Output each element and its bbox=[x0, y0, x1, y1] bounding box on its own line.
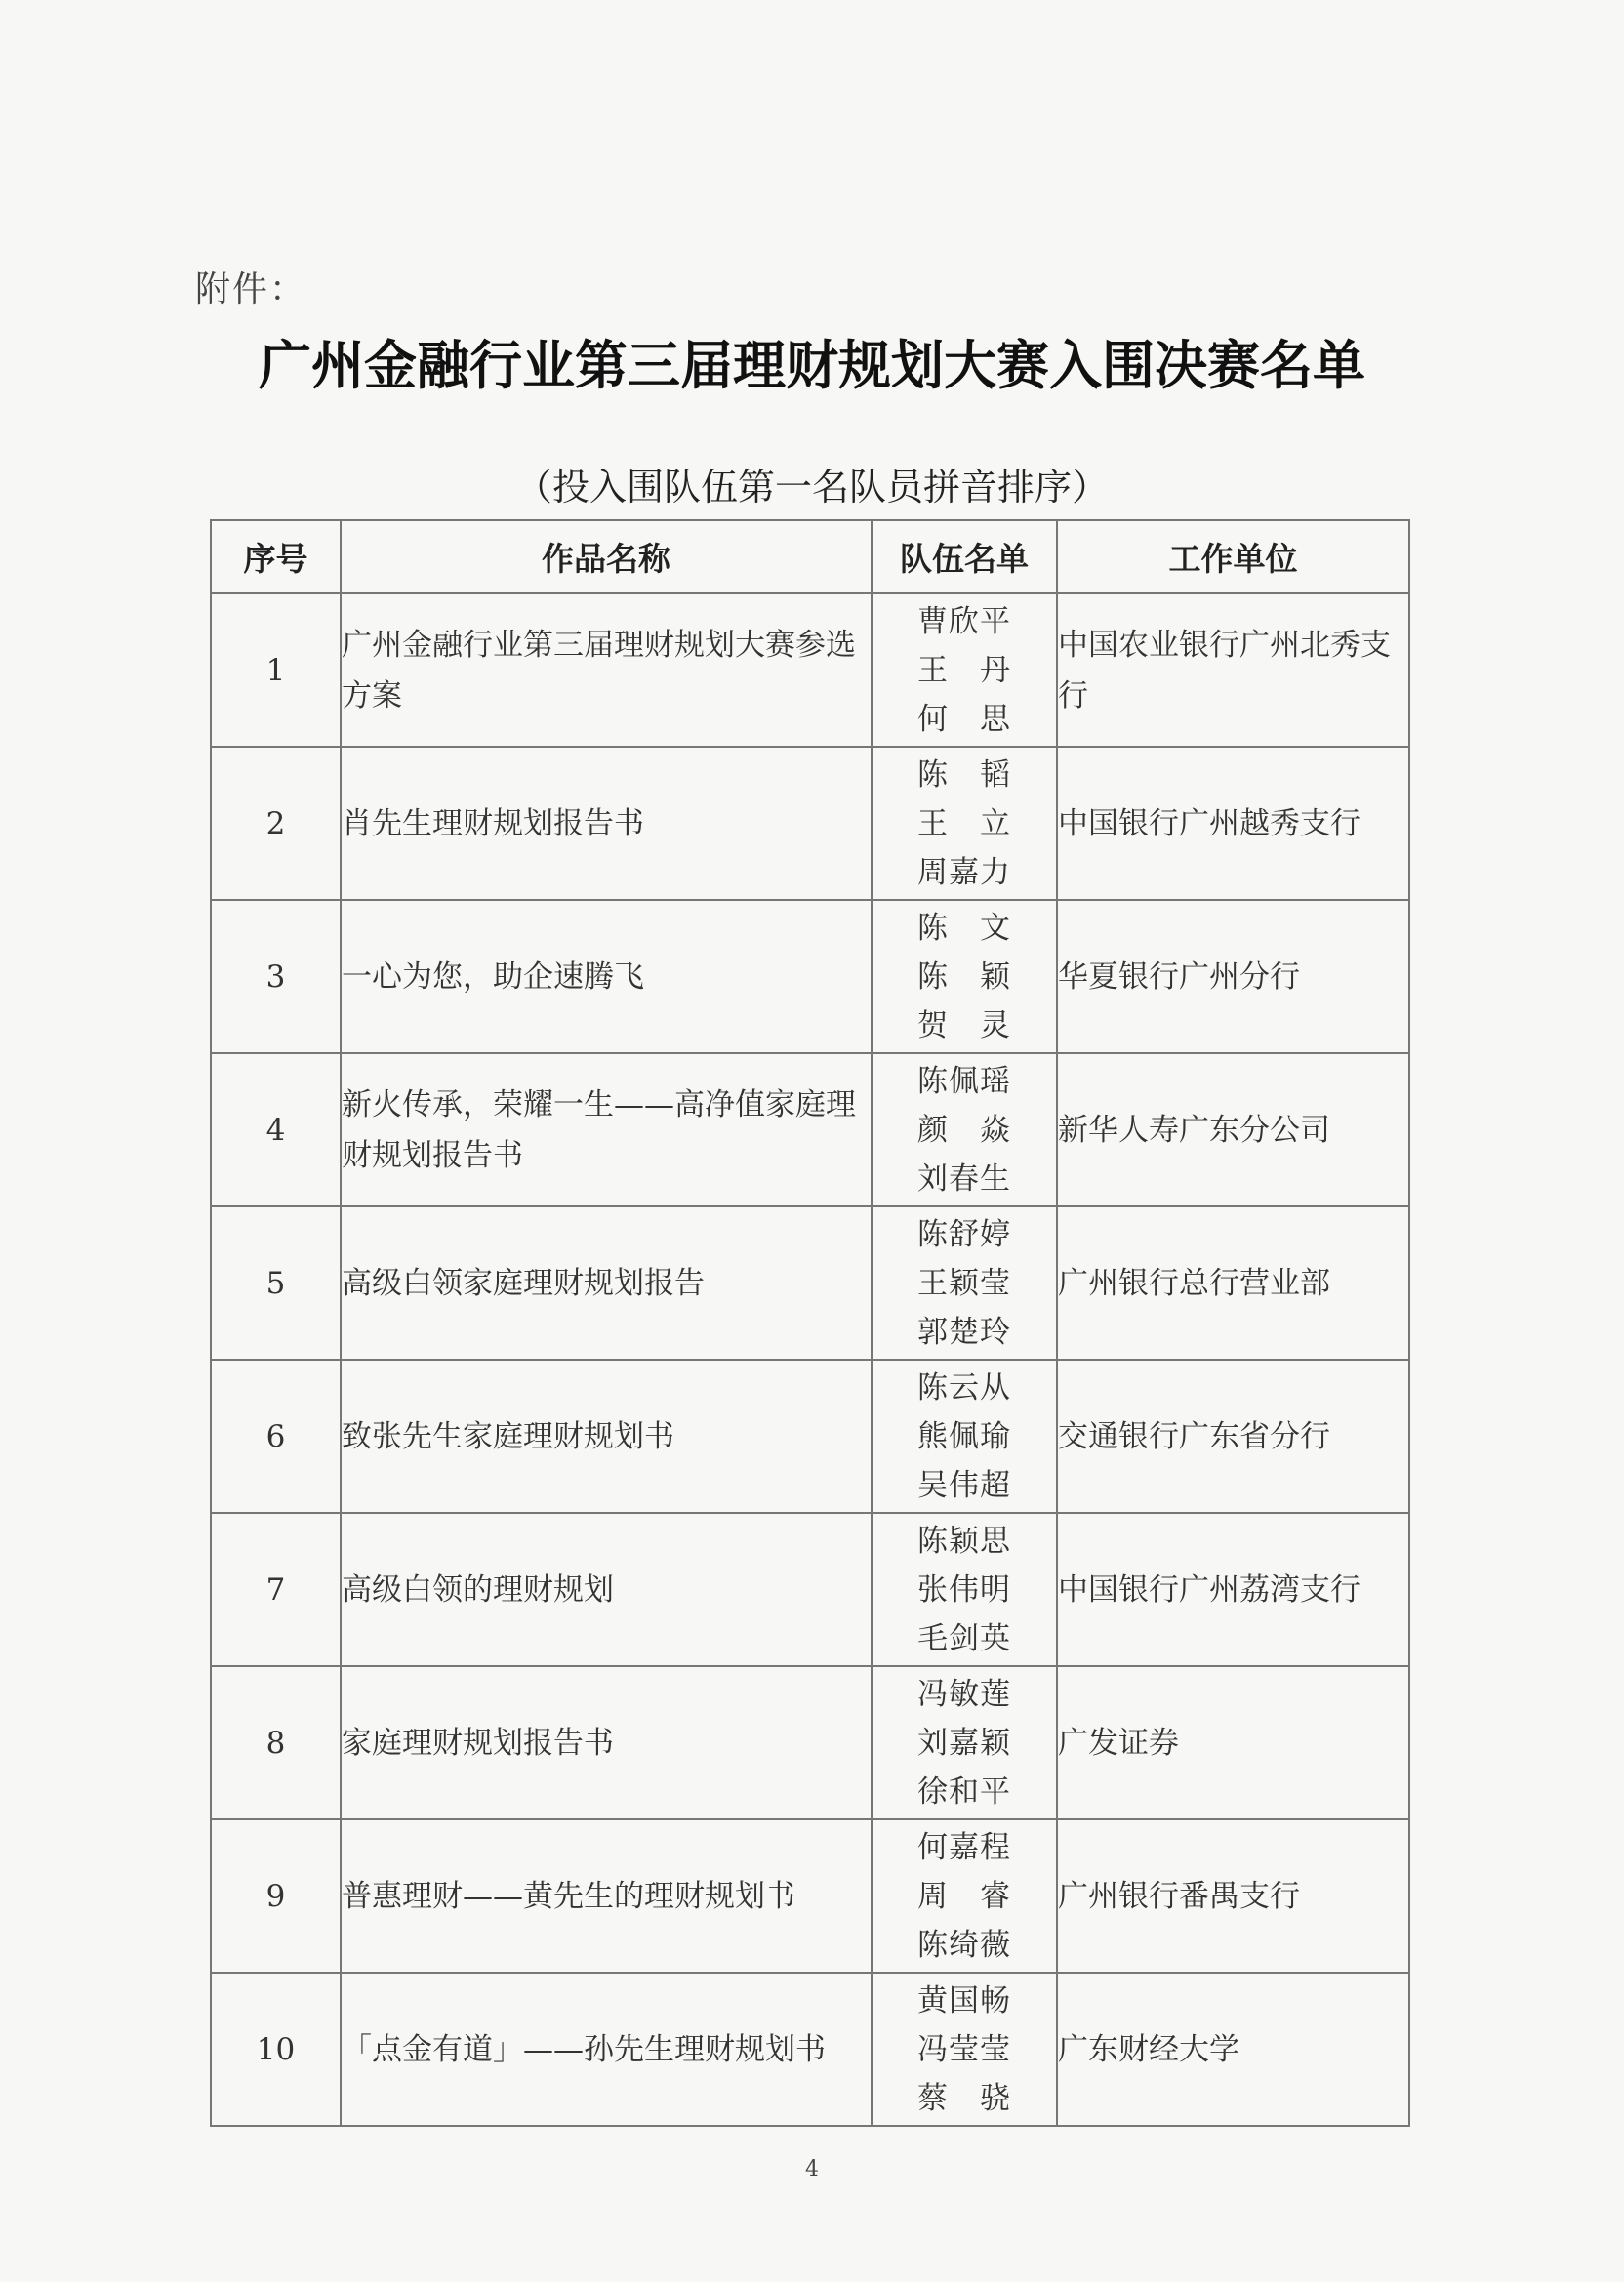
team-member: 颜 焱 bbox=[917, 1112, 1011, 1148]
work-unit: 中国银行广州荔湾支行 bbox=[1057, 1513, 1409, 1666]
row-number: 7 bbox=[211, 1513, 341, 1666]
work-title: 一心为您，助企速腾飞 bbox=[341, 900, 872, 1053]
team-member: 何嘉程 bbox=[917, 1829, 1011, 1865]
team-members bbox=[872, 1053, 1057, 1206]
team-member: 张伟明 bbox=[917, 1571, 1011, 1608]
work-title: 「点金有道」——孙先生理财规划书 bbox=[341, 1973, 872, 2126]
team-member: 刘嘉颖 bbox=[917, 1725, 1011, 1761]
team-member: 陈舒婷 bbox=[917, 1216, 1011, 1252]
team-members bbox=[872, 1513, 1057, 1666]
team-members bbox=[872, 1973, 1057, 2126]
work-unit: 广州银行番禺支行 bbox=[1057, 1819, 1409, 1973]
team-members bbox=[872, 1666, 1057, 1819]
team-member: 周 睿 bbox=[917, 1878, 1011, 1914]
table-row bbox=[211, 593, 1409, 747]
work-title: 肖先生理财规划报告书 bbox=[341, 747, 872, 900]
team-member: 熊佩瑜 bbox=[917, 1418, 1011, 1454]
team-member: 王 立 bbox=[917, 805, 1011, 841]
team-member: 黄国畅 bbox=[917, 1982, 1011, 2018]
team-member: 王 丹 bbox=[917, 652, 1011, 688]
page-number: 4 bbox=[805, 2157, 819, 2181]
work-title: 高级白领的理财规划 bbox=[341, 1513, 872, 1666]
attachment-label: 附件： bbox=[195, 269, 307, 309]
team-member: 蔡 骁 bbox=[917, 2080, 1011, 2116]
table-row bbox=[211, 747, 1409, 900]
finalist-table bbox=[210, 519, 1410, 2127]
table-row bbox=[211, 1666, 1409, 1819]
row-number: 4 bbox=[211, 1053, 341, 1206]
table-row bbox=[211, 1973, 1409, 2126]
work-title: 新火传承，荣耀一生——高净值家庭理财规划报告书 bbox=[341, 1053, 872, 1206]
team-member: 冯莹莹 bbox=[917, 2031, 1011, 2067]
team-member: 曹欣平 bbox=[917, 603, 1011, 639]
team-member: 陈 文 bbox=[917, 910, 1011, 946]
team-member: 毛剑英 bbox=[917, 1620, 1011, 1656]
row-number: 10 bbox=[211, 1973, 341, 2126]
row-number: 9 bbox=[211, 1819, 341, 1973]
row-number: 2 bbox=[211, 747, 341, 900]
work-title: 高级白领家庭理财规划报告 bbox=[341, 1206, 872, 1360]
team-members bbox=[872, 1360, 1057, 1513]
team-member: 何 思 bbox=[917, 701, 1011, 737]
row-number: 3 bbox=[211, 900, 341, 1053]
work-title: 普惠理财——黄先生的理财规划书 bbox=[341, 1819, 872, 1973]
work-unit: 中国银行广州越秀支行 bbox=[1057, 747, 1409, 900]
team-member: 吴伟超 bbox=[917, 1467, 1011, 1503]
work-title: 广州金融行业第三届理财规划大赛参选方案 bbox=[341, 593, 872, 747]
table-row bbox=[211, 1513, 1409, 1666]
work-unit: 广东财经大学 bbox=[1057, 1973, 1409, 2126]
document-subtitle: （投入围队伍第一名队员拼音排序） bbox=[514, 466, 1109, 509]
team-members bbox=[872, 1206, 1057, 1360]
table-row bbox=[211, 1360, 1409, 1513]
work-title: 致张先生家庭理财规划书 bbox=[341, 1360, 872, 1513]
team-member: 陈 颖 bbox=[917, 958, 1011, 995]
document-title: 广州金融行业第三届理财规划大赛入围决赛名单 bbox=[259, 335, 1365, 396]
header-work-title: 作品名称 bbox=[341, 520, 872, 593]
team-member: 陈颖思 bbox=[917, 1523, 1011, 1559]
team-member: 陈绮薇 bbox=[917, 1927, 1011, 1963]
table-row bbox=[211, 1819, 1409, 1973]
team-member: 冯敏莲 bbox=[917, 1676, 1011, 1712]
team-member: 陈 韬 bbox=[917, 756, 1011, 793]
team-members bbox=[872, 900, 1057, 1053]
team-member: 徐和平 bbox=[917, 1773, 1011, 1810]
work-title: 家庭理财规划报告书 bbox=[341, 1666, 872, 1819]
team-member: 刘春生 bbox=[917, 1161, 1011, 1197]
work-unit: 广州银行总行营业部 bbox=[1057, 1206, 1409, 1360]
table-row bbox=[211, 1206, 1409, 1360]
table-row bbox=[211, 1053, 1409, 1206]
table-row bbox=[211, 900, 1409, 1053]
row-number: 5 bbox=[211, 1206, 341, 1360]
team-member: 贺 灵 bbox=[917, 1007, 1011, 1043]
row-number: 1 bbox=[211, 593, 341, 747]
team-member: 周嘉力 bbox=[917, 854, 1011, 890]
row-number: 6 bbox=[211, 1360, 341, 1513]
team-member: 陈云从 bbox=[917, 1369, 1011, 1406]
team-member: 陈佩瑶 bbox=[917, 1063, 1011, 1099]
work-unit: 交通银行广东省分行 bbox=[1057, 1360, 1409, 1513]
header-unit: 工作单位 bbox=[1057, 520, 1409, 593]
team-member: 王颖莹 bbox=[917, 1265, 1011, 1301]
team-members bbox=[872, 593, 1057, 747]
team-members bbox=[872, 747, 1057, 900]
row-number: 8 bbox=[211, 1666, 341, 1819]
work-unit: 中国农业银行广州北秀支行 bbox=[1057, 593, 1409, 747]
work-unit: 华夏银行广州分行 bbox=[1057, 900, 1409, 1053]
table-header-row bbox=[211, 520, 1409, 593]
team-member: 郭楚玲 bbox=[917, 1314, 1011, 1350]
work-unit: 新华人寿广东分公司 bbox=[1057, 1053, 1409, 1206]
header-number: 序号 bbox=[211, 520, 341, 593]
team-members bbox=[872, 1819, 1057, 1973]
work-unit: 广发证券 bbox=[1057, 1666, 1409, 1819]
header-team: 队伍名单 bbox=[872, 520, 1057, 593]
